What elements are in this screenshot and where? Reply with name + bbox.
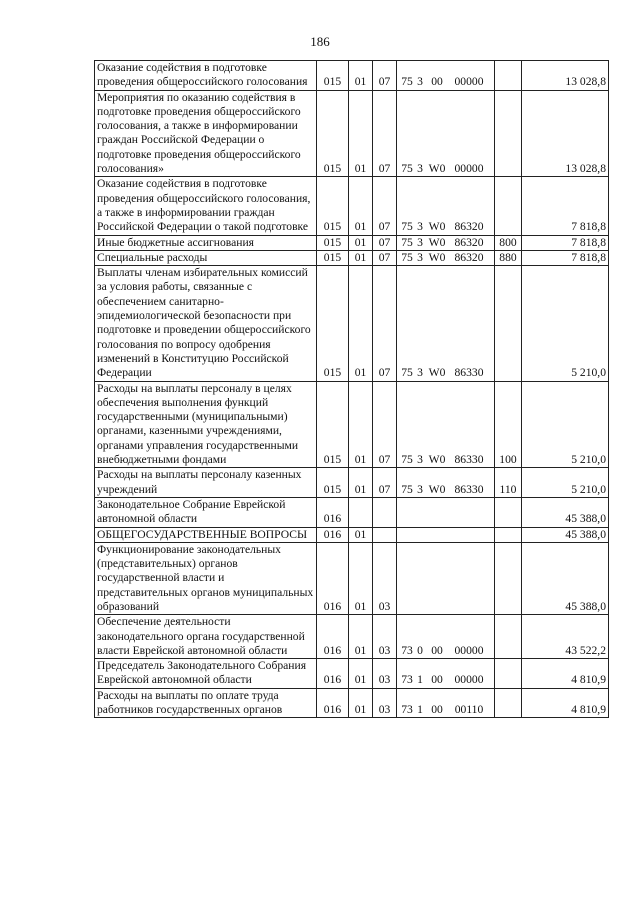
csr-part: 3	[417, 453, 423, 467]
budget-table	[94, 60, 609, 718]
csr-part: 86330	[454, 366, 484, 380]
csr-part: 73	[401, 643, 413, 657]
csr-part: 75	[401, 220, 413, 234]
vr-cell: 110	[495, 468, 522, 498]
amount-cell: 4 810,9	[522, 659, 609, 689]
csr-part: 75	[401, 75, 413, 89]
csr-part: 00000	[454, 75, 484, 89]
pr-cell: 07	[373, 177, 397, 235]
csr-part: 3	[417, 235, 423, 249]
csr-part: 3	[417, 482, 423, 496]
table-row	[95, 90, 609, 177]
csr-cell	[397, 688, 495, 718]
rz-cell: 01	[349, 235, 373, 250]
csr-part: W0	[428, 366, 446, 380]
pr-cell: 07	[373, 250, 397, 265]
vr-cell: 100	[495, 381, 522, 468]
csr-part: W0	[428, 250, 446, 264]
csr-part: W0	[428, 453, 446, 467]
amount-cell: 45 388,0	[522, 542, 609, 614]
pr-cell: 07	[373, 61, 397, 91]
csr-cell	[397, 542, 495, 614]
csr-cell	[397, 61, 495, 91]
csr-part: 3	[417, 220, 423, 234]
pr-cell: 07	[373, 381, 397, 468]
pr-cell: 03	[373, 542, 397, 614]
rz-cell: 01	[349, 468, 373, 498]
row-name-cell	[95, 527, 317, 542]
amount-cell: 13 028,8	[522, 61, 609, 91]
csr-part: 3	[417, 366, 423, 380]
gr-cell: 016	[317, 659, 349, 689]
row-name-cell	[95, 250, 317, 265]
row-name-cell	[95, 235, 317, 250]
row-name: Иные бюджетные ассигнования	[97, 235, 254, 249]
amount-cell: 45 388,0	[522, 497, 609, 527]
csr-part: 3	[417, 162, 423, 176]
rz-cell: 01	[349, 177, 373, 235]
rz-cell: 01	[349, 659, 373, 689]
rz-cell: 01	[349, 90, 373, 177]
amount-cell: 7 818,8	[522, 250, 609, 265]
csr-part: 00000	[454, 643, 484, 657]
csr-part: 86320	[454, 250, 484, 264]
budget-table-body	[95, 61, 609, 718]
vr-cell	[495, 61, 522, 91]
row-name-cell	[95, 468, 317, 498]
csr-part: 73	[401, 703, 413, 717]
vr-cell: 880	[495, 250, 522, 265]
csr-cell	[397, 250, 495, 265]
vr-cell	[495, 527, 522, 542]
table-row	[95, 659, 609, 689]
pr-cell: 03	[373, 615, 397, 659]
csr-part: W0	[428, 235, 446, 249]
amount-cell: 5 210,0	[522, 468, 609, 498]
csr-cell	[397, 381, 495, 468]
csr-part: 75	[401, 235, 413, 249]
csr-part: 75	[401, 366, 413, 380]
row-name: Расходы на выплаты по оплате труда работников государственных органов	[97, 688, 283, 717]
csr-part: W0	[428, 482, 446, 496]
row-name: Функционирование законодательных (представительных) органов государственной власти и представительных органов муниципальных образований	[97, 542, 314, 613]
csr-cell	[397, 497, 495, 527]
table-row	[95, 688, 609, 718]
rz-cell: 01	[349, 688, 373, 718]
page-number: 186	[310, 34, 330, 49]
gr-cell: 015	[317, 61, 349, 91]
row-name: Оказание содействия в подготовке проведения общероссийского голосования, а также в информировании граждан Российской Федерации о такой подготовке	[97, 177, 311, 234]
csr-part: 86330	[454, 482, 484, 496]
vr-cell: 800	[495, 235, 522, 250]
csr-cell	[397, 615, 495, 659]
csr-part: 1	[417, 673, 423, 687]
row-name-cell	[95, 542, 317, 614]
pr-cell	[373, 527, 397, 542]
row-name: Расходы на выплаты персоналу казенных учреждений	[97, 468, 302, 496]
csr-part: W0	[428, 162, 446, 176]
table-row	[95, 266, 609, 381]
table-row	[95, 61, 609, 91]
table-row	[95, 527, 609, 542]
row-name: Расходы на выплаты персоналу в целях обеспечения выполнения функций государственными (муниципальными) органами, казенными учреждениями, органами управления государственными внебюджетными фондами	[97, 381, 299, 467]
row-name: Законодательное Собрание Еврейской автономной области	[97, 497, 286, 526]
row-name: Председатель Законодательного Собрания Еврейской автономной области	[97, 659, 307, 687]
row-name-cell	[95, 266, 317, 381]
rz-cell: 01	[349, 250, 373, 265]
csr-part: 75	[401, 162, 413, 176]
amount-cell: 5 210,0	[522, 381, 609, 468]
row-name-cell	[95, 90, 317, 177]
row-name: Оказание содействия в подготовке проведения общероссийского голосования	[97, 61, 308, 89]
amount-cell: 7 818,8	[522, 177, 609, 235]
rz-cell: 01	[349, 266, 373, 381]
csr-cell	[397, 266, 495, 381]
csr-part: 00	[431, 703, 443, 717]
csr-part: 86320	[454, 235, 484, 249]
csr-part: 75	[401, 453, 413, 467]
rz-cell: 01	[349, 61, 373, 91]
amount-cell: 4 810,9	[522, 688, 609, 718]
csr-part: 00	[431, 643, 443, 657]
row-name-cell	[95, 688, 317, 718]
csr-part: W0	[428, 220, 446, 234]
table-row	[95, 468, 609, 498]
gr-cell: 016	[317, 688, 349, 718]
gr-cell: 016	[317, 527, 349, 542]
csr-part: 86320	[454, 220, 484, 234]
gr-cell: 015	[317, 266, 349, 381]
csr-cell	[397, 235, 495, 250]
gr-cell: 015	[317, 381, 349, 468]
csr-part: 1	[417, 703, 423, 717]
gr-cell: 016	[317, 497, 349, 527]
row-name-cell	[95, 659, 317, 689]
csr-part: 3	[417, 250, 423, 264]
csr-part: 00	[431, 75, 443, 89]
csr-part: 0	[417, 643, 423, 657]
table-row	[95, 542, 609, 614]
gr-cell: 016	[317, 542, 349, 614]
amount-cell: 13 028,8	[522, 90, 609, 177]
gr-cell: 015	[317, 90, 349, 177]
csr-cell	[397, 527, 495, 542]
pr-cell: 03	[373, 688, 397, 718]
amount-cell: 7 818,8	[522, 235, 609, 250]
csr-cell	[397, 90, 495, 177]
csr-part: 00	[431, 673, 443, 687]
csr-part: 00110	[454, 703, 484, 717]
pr-cell: 03	[373, 659, 397, 689]
row-name-cell	[95, 497, 317, 527]
csr-cell	[397, 177, 495, 235]
rz-cell	[349, 497, 373, 527]
csr-part: 00000	[454, 162, 484, 176]
rz-cell: 01	[349, 527, 373, 542]
vr-cell	[495, 659, 522, 689]
gr-cell: 015	[317, 468, 349, 498]
vr-cell	[495, 497, 522, 527]
pr-cell: 07	[373, 90, 397, 177]
table-row	[95, 497, 609, 527]
row-name-cell	[95, 615, 317, 659]
gr-cell: 015	[317, 235, 349, 250]
csr-cell	[397, 659, 495, 689]
pr-cell: 07	[373, 235, 397, 250]
row-name: Специальные расходы	[97, 250, 208, 264]
row-name-cell	[95, 61, 317, 91]
gr-cell: 016	[317, 615, 349, 659]
csr-cell	[397, 468, 495, 498]
csr-part: 75	[401, 250, 413, 264]
row-name: ОБЩЕГОСУДАРСТВЕННЫЕ ВОПРОСЫ	[97, 527, 308, 541]
rz-cell: 01	[349, 542, 373, 614]
csr-part: 75	[401, 482, 413, 496]
row-name: Мероприятия по оказанию содействия в подготовке проведения общероссийского голосования, а также в информировании граждан Российской Федерации о подготовке проведения общероссийского голосования»	[97, 90, 301, 176]
amount-cell: 45 388,0	[522, 527, 609, 542]
row-name: Обеспечение деятельности законодательного органа государственной власти Еврейской автономной области	[97, 615, 305, 657]
csr-part: 00000	[454, 673, 484, 687]
vr-cell	[495, 542, 522, 614]
csr-part: 3	[417, 75, 423, 89]
table-row	[95, 177, 609, 235]
pr-cell	[373, 497, 397, 527]
pr-cell: 07	[373, 468, 397, 498]
rz-cell: 01	[349, 615, 373, 659]
vr-cell	[495, 688, 522, 718]
csr-part: 86330	[454, 453, 484, 467]
rz-cell: 01	[349, 381, 373, 468]
csr-part: 73	[401, 673, 413, 687]
row-name-cell	[95, 381, 317, 468]
vr-cell	[495, 90, 522, 177]
pr-cell: 07	[373, 266, 397, 381]
vr-cell	[495, 266, 522, 381]
vr-cell	[495, 177, 522, 235]
row-name-cell	[95, 177, 317, 235]
row-name: Выплаты членам избирательных комиссий за условия работы, связанные с обеспечением санитарно-эпидемиологической безопасности при подготовке и проведении общероссийского голосования по вопросу одобрения изменений в Конституцию Российской Федерации	[97, 266, 311, 380]
gr-cell: 015	[317, 177, 349, 235]
vr-cell	[495, 615, 522, 659]
gr-cell: 015	[317, 250, 349, 265]
table-row	[95, 235, 609, 250]
amount-cell: 5 210,0	[522, 266, 609, 381]
amount-cell: 43 522,2	[522, 615, 609, 659]
table-row	[95, 250, 609, 265]
table-row	[95, 615, 609, 659]
table-row	[95, 381, 609, 468]
